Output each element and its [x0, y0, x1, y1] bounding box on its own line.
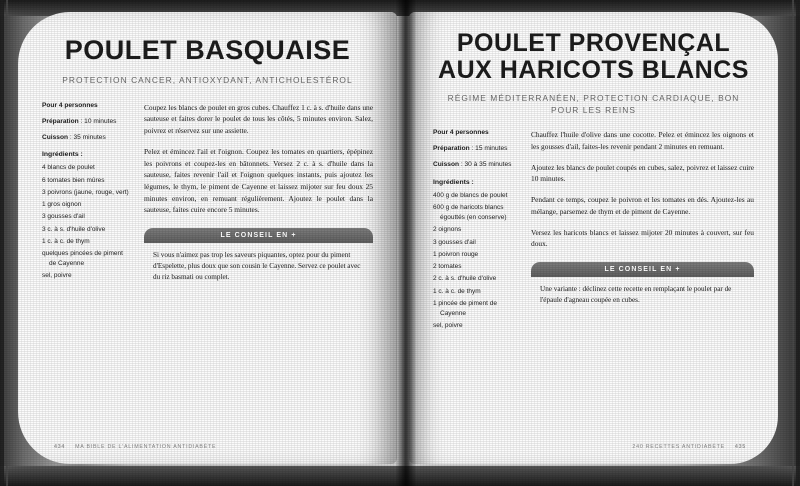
left-step-paragraph: Pelez et émincez l'ail et l'oignon. Coupez les tomates en quartiers, épépinez les poivrons et coupez-les en bâtonnets. Versez 2 c. à s. d'huile dans la sauteuse, faites revenir l'ail et l'oignon quelques instants, puis ajoutez les légumes, le thym, le piment de Cayenne et laissez mijoter sur feu doux 25 minutes environ, en remuant régulièrement. Ajoutez le poulet dans la sauteuse, faites cuire encore 5 minutes. [144, 146, 373, 215]
left-ingredients-heading: Ingrédients : [42, 151, 83, 159]
left-step-paragraph: Coupez les blancs de poulet en gros cubes. Chauffez 1 c. à s. d'huile dans une sauteuse et faites dorer le poulet de tous les côtés, 5 minutes environ. Salez, poivrez et réservez sur une assiette. [144, 102, 374, 136]
right-title-line-2: AUX HARICOTS BLANCS [438, 55, 749, 84]
left-tip-text: Si vous n'aimez pas trop les saveurs piquantes, optez pour du piment d'Espelette, plus doux que son cousin le Cayenne. Servez ce poulet avec du riz basmati ou complet. [153, 250, 361, 282]
left-page-number: 434 [54, 444, 66, 450]
left-tip-heading: LE CONSEIL EN + [144, 228, 373, 243]
right-page [409, 12, 778, 464]
right-tip-box [531, 262, 754, 306]
right-tip-text: Une variante : déclinez cette recette en remplaçant le poulet par de l'épaule d'agneau coupée en cubes. [540, 284, 732, 305]
list-item: 1 c. à c. de thym [42, 237, 90, 245]
list-item: 1 gros oignon [42, 201, 82, 209]
left-servings: Pour 4 personnes [42, 101, 98, 109]
left-recipe-subtitle: PROTECTION CANCER, ANTIOXYDANT, ANTICHOLESTÉROL [62, 74, 353, 85]
list-item: 6 tomates bien mûres [42, 176, 105, 184]
left-prep-time: Préparation : 10 minutes [42, 117, 117, 125]
list-item: 400 g de blancs de poulet [433, 192, 508, 200]
left-ingredients-column [42, 102, 130, 284]
right-step-paragraph: Versez les haricots blancs et laissez mijoter 20 minutes à couvert, sur feu doux. [531, 227, 754, 249]
right-servings: Pour 4 personnes [433, 129, 489, 137]
right-step-paragraph: Chauffez l'huile d'olive dans une cocotte. Pelez et émincez les oignons et les gousses d'ail, faites-les revenir pendant 2 minutes en remuant. [531, 130, 754, 152]
page-stack-left-outer [0, 0, 4, 486]
right-ingredients-column [433, 129, 517, 333]
book-gutter-shadow [396, 0, 416, 486]
right-recipe-title [433, 12, 754, 83]
list-item: sel, poivre [42, 272, 72, 280]
right-step-paragraph: Pendant ce temps, coupez le poivron et les tomates en dés. Ajoutez-les au mélange, parsemez de thym et de piment de Cayenne. [531, 195, 754, 216]
list-item: sel, poivre [433, 321, 463, 329]
list-item: 3 gousses d'ail [433, 238, 476, 246]
list-item: 2 c. à s. d'huile d'olive [433, 275, 497, 283]
right-page-number: 435 [734, 444, 746, 450]
left-page [18, 12, 397, 464]
page-stack-right-inner [792, 0, 794, 486]
right-prep-time: Préparation : 15 minutes [433, 145, 508, 153]
left-cook-time: Cuisson : 35 minutes [42, 133, 106, 141]
right-running-head: 240 RECETTES ANTIDIABÈTE [632, 444, 725, 450]
left-recipe-body [144, 102, 373, 284]
page-stack-left-inner [6, 0, 8, 486]
list-item: 3 c. à s. d'huile d'olive [42, 225, 106, 233]
list-item: 1 c. à c. de thym [433, 287, 481, 295]
right-step-paragraph: Ajoutez les blancs de poulet coupés en cubes, salez, poivrez et laissez cuire 10 minutes. [531, 162, 754, 184]
page-stack-right-outer [796, 0, 800, 486]
left-tip-box [144, 228, 373, 283]
right-cook-time: Cuisson : 30 à 35 minutes [433, 161, 512, 169]
left-recipe-title: POULET BASQUAISE [64, 35, 351, 65]
list-item: 2 tomates [433, 263, 462, 271]
list-item: 600 g de haricots blancs égouttés (en conserve) [433, 204, 507, 222]
right-recipe-subtitle: RÉGIME MÉDITERRANÉEN, PROTECTION CARDIAQUE, BON POUR LES REINS [447, 93, 740, 116]
right-title-line-1: POULET PROVENÇAL [456, 29, 731, 57]
list-item: 1 poivron rouge [433, 250, 479, 258]
right-ingredients-heading: Ingrédients : [433, 179, 474, 187]
list-item: 1 pincée de piment de Cayenne [433, 299, 497, 317]
list-item: 2 oignons [433, 226, 462, 234]
list-item: 3 gousses d'ail [42, 213, 85, 221]
right-tip-heading: LE CONSEIL EN + [531, 262, 754, 277]
left-page-footer [54, 444, 216, 450]
list-item: quelques pincées de piment de Cayenne [42, 250, 123, 267]
list-item: 3 poivrons (jaune, rouge, vert) [42, 188, 129, 196]
left-running-head: MA BIBLE DE L'ALIMENTATION ANTIDIABÈTE [75, 444, 217, 450]
right-page-footer [632, 444, 746, 450]
right-recipe-body [531, 129, 754, 333]
list-item: 4 blancs de poulet [42, 164, 95, 172]
